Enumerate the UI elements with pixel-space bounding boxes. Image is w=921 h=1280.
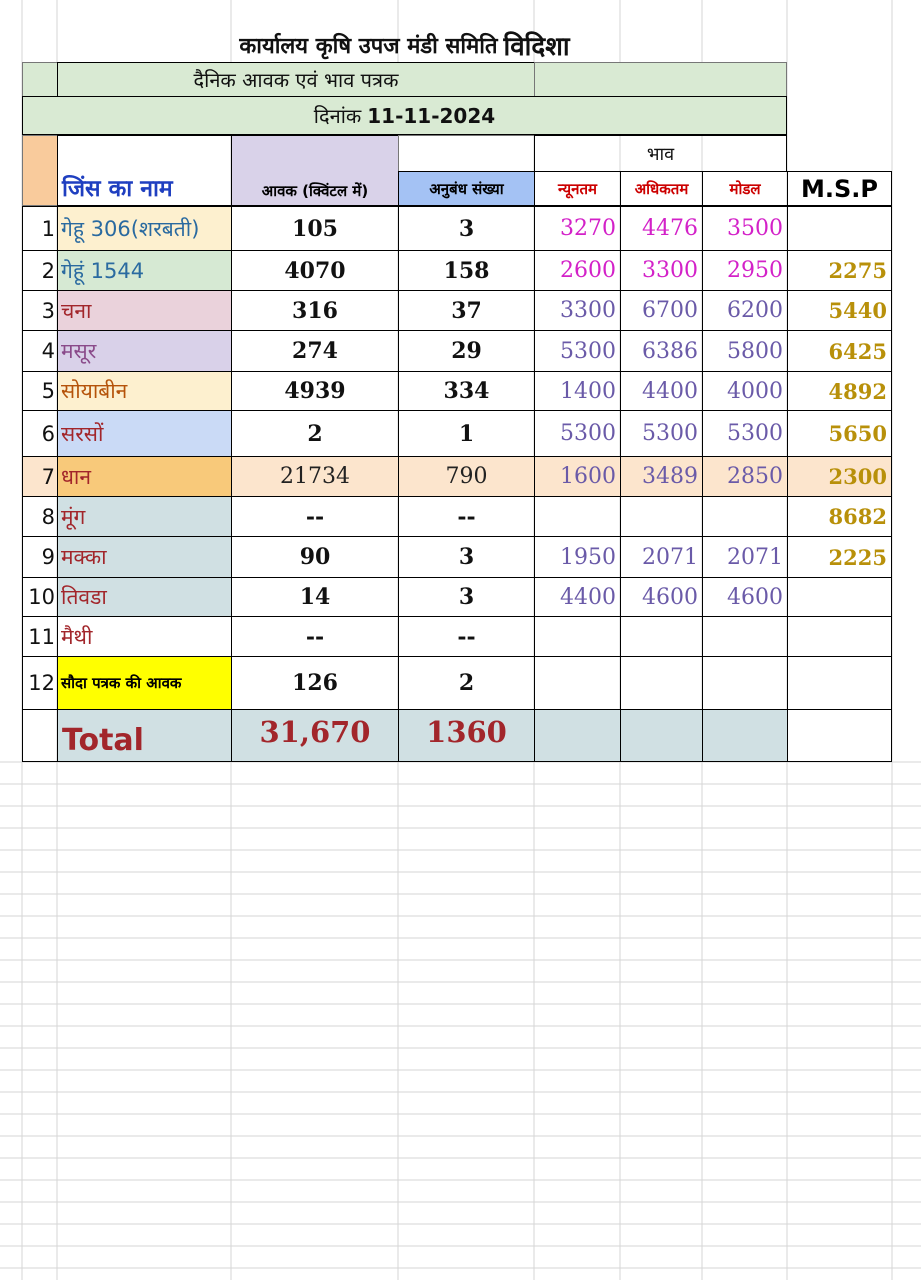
row-6-arrival-cell bbox=[231, 410, 399, 457]
row-12-crop-cell bbox=[57, 656, 232, 710]
row-10-arrival: 14 bbox=[299, 584, 331, 610]
row-7-sn-cell bbox=[22, 456, 58, 497]
row-9-max-cell bbox=[620, 536, 703, 578]
row-10-sn: 10 bbox=[28, 585, 55, 609]
row-2-max: 3300 bbox=[642, 258, 698, 283]
row-6-msp: 5650 bbox=[828, 421, 887, 446]
row-10-contracts-cell bbox=[398, 577, 535, 617]
row-3-sn-cell bbox=[22, 290, 58, 331]
row-5-min: 1400 bbox=[560, 378, 616, 404]
row-12-arrival-cell bbox=[231, 656, 399, 710]
row-6-arrival: 2 bbox=[307, 420, 323, 447]
price-group-header: भाव bbox=[534, 135, 787, 172]
row-2-modal: 2950 bbox=[727, 258, 783, 283]
row-9-sn-cell bbox=[22, 536, 58, 578]
row-11-max-cell bbox=[620, 616, 703, 657]
row-8-sn: 8 bbox=[41, 504, 55, 529]
row-11-min-cell bbox=[534, 616, 621, 657]
row-8-sn-cell bbox=[22, 496, 58, 537]
row-6-modal-cell bbox=[702, 410, 788, 457]
row-2-crop-cell bbox=[57, 250, 232, 291]
row-1-arrival: 105 bbox=[292, 215, 338, 242]
row-6-contracts-cell bbox=[398, 410, 535, 457]
row-12-sn: 12 bbox=[28, 671, 55, 695]
row-4-max-cell bbox=[620, 330, 703, 372]
row-11-arrival-cell bbox=[231, 616, 399, 657]
row-12-msp-cell bbox=[787, 656, 892, 710]
row-1-contracts-cell bbox=[398, 206, 535, 251]
row-11-contracts: -- bbox=[457, 623, 476, 650]
row-12-contracts-cell bbox=[398, 656, 535, 710]
row-2-arrival-cell bbox=[231, 250, 399, 291]
row-9-arrival-cell bbox=[231, 536, 399, 578]
row-3-arrival-cell bbox=[231, 290, 399, 331]
row-12-min-cell bbox=[534, 656, 621, 710]
row-5-arrival: 4939 bbox=[284, 378, 346, 404]
row-3-min-cell bbox=[534, 290, 621, 331]
row-6-msp-cell bbox=[787, 410, 892, 457]
row-9-sn: 9 bbox=[41, 545, 55, 569]
row-4-modal: 5800 bbox=[727, 338, 783, 364]
row-4-arrival-cell bbox=[231, 330, 399, 372]
row-5-contracts: 334 bbox=[443, 378, 490, 404]
row-8-arrival-cell bbox=[231, 496, 399, 537]
date-label: दिनांक bbox=[313, 104, 362, 128]
row-7-modal: 2850 bbox=[727, 464, 783, 489]
row-1-crop: गेहू 306(शरबती) bbox=[61, 216, 200, 241]
total-arrival-cell bbox=[231, 709, 399, 762]
row-1-crop-cell bbox=[57, 206, 232, 251]
min-price-header: न्यूनतम bbox=[534, 171, 621, 206]
row-4-contracts-cell bbox=[398, 330, 535, 372]
msp-header: M.S.P bbox=[787, 171, 892, 206]
row-2-arrival: 4070 bbox=[284, 257, 346, 284]
row-8-msp: 8682 bbox=[828, 504, 887, 529]
row-8-contracts: -- bbox=[457, 503, 476, 530]
row-5-modal-cell bbox=[702, 371, 788, 411]
row-8-contracts-cell bbox=[398, 496, 535, 537]
row-4-max: 6386 bbox=[642, 338, 698, 364]
row-5-sn: 5 bbox=[41, 379, 55, 403]
row-2-sn-cell bbox=[22, 250, 58, 291]
row-6-crop: सरसों bbox=[61, 421, 104, 446]
row-11-sn: 11 bbox=[28, 624, 55, 649]
row-2-min-cell bbox=[534, 250, 621, 291]
row-7-min: 1600 bbox=[560, 464, 616, 489]
total-msp-cell bbox=[787, 709, 892, 762]
row-9-msp: 2225 bbox=[828, 544, 887, 570]
total-contracts: 1360 bbox=[426, 714, 507, 749]
row-6-contracts: 1 bbox=[458, 420, 475, 447]
total-modal-cell bbox=[702, 709, 788, 762]
row-5-sn-cell bbox=[22, 371, 58, 411]
row-5-crop-cell bbox=[57, 371, 232, 411]
row-9-modal-cell bbox=[702, 536, 788, 578]
row-3-sn: 3 bbox=[41, 298, 55, 323]
row-4-modal-cell bbox=[702, 330, 788, 372]
row-9-modal: 2071 bbox=[727, 544, 783, 570]
arrival-header: आवक (क्विंटल में) bbox=[231, 135, 399, 206]
row-2-msp: 2275 bbox=[828, 258, 887, 283]
row-11-msp-cell bbox=[787, 616, 892, 657]
row-3-modal: 6200 bbox=[727, 298, 783, 323]
row-3-arrival: 316 bbox=[292, 297, 338, 324]
row-10-arrival-cell bbox=[231, 577, 399, 617]
row-6-max-cell bbox=[620, 410, 703, 457]
row-3-min: 3300 bbox=[560, 298, 616, 323]
row-10-contracts: 3 bbox=[458, 584, 475, 610]
row-8-min-cell bbox=[534, 496, 621, 537]
row-8-msp-cell bbox=[787, 496, 892, 537]
row-11-contracts-cell bbox=[398, 616, 535, 657]
subtitle: दैनिक आवक एवं भाव पत्रक bbox=[57, 62, 535, 97]
row-4-min: 5300 bbox=[560, 338, 616, 364]
row-4-sn: 4 bbox=[41, 339, 55, 363]
row-7-contracts-cell bbox=[398, 456, 535, 497]
row-10-crop: तिवडा bbox=[61, 585, 107, 609]
row-4-sn-cell bbox=[22, 330, 58, 372]
row-6-sn-cell bbox=[22, 410, 58, 457]
row-7-msp: 2300 bbox=[828, 464, 887, 489]
row-9-min-cell bbox=[534, 536, 621, 578]
row-3-max-cell bbox=[620, 290, 703, 331]
row-5-crop: सोयाबीन bbox=[61, 379, 128, 403]
row-4-contracts: 29 bbox=[451, 338, 482, 364]
row-10-min-cell bbox=[534, 577, 621, 617]
row-1-min: 3270 bbox=[560, 216, 616, 241]
date-value: 11-11-2024 bbox=[367, 103, 496, 128]
modal-price-header: मोडल bbox=[702, 171, 788, 206]
row-4-arrival: 274 bbox=[292, 338, 338, 364]
row-6-min: 5300 bbox=[560, 421, 616, 446]
row-1-sn-cell bbox=[22, 206, 58, 251]
row-9-msp-cell bbox=[787, 536, 892, 578]
row-11-crop: मैथी bbox=[61, 624, 93, 649]
row-10-sn-cell bbox=[22, 577, 58, 617]
row-9-max: 2071 bbox=[642, 544, 698, 570]
row-1-modal-cell bbox=[702, 206, 788, 251]
row-7-arrival: 21734 bbox=[280, 464, 350, 489]
row-10-max-cell bbox=[620, 577, 703, 617]
row-7-max: 3489 bbox=[642, 464, 698, 489]
row-3-contracts: 37 bbox=[451, 297, 482, 324]
row-9-crop-cell bbox=[57, 536, 232, 578]
report-date bbox=[22, 96, 787, 135]
row-2-min: 2600 bbox=[560, 258, 616, 283]
crop-name-header: जिंस का नाम bbox=[57, 135, 232, 206]
contract-count-header: अनुबंध संख्या bbox=[398, 171, 535, 206]
subtitle-right-band bbox=[534, 62, 787, 97]
row-12-max-cell bbox=[620, 656, 703, 710]
row-7-crop: धान bbox=[61, 464, 92, 489]
total-min-cell bbox=[534, 709, 621, 762]
row-11-crop-cell bbox=[57, 616, 232, 657]
row-2-sn: 2 bbox=[41, 258, 55, 283]
row-8-crop: मूंग bbox=[61, 504, 86, 529]
row-1-max-cell bbox=[620, 206, 703, 251]
row-3-crop-cell bbox=[57, 290, 232, 331]
row-3-max: 6700 bbox=[642, 298, 698, 323]
row-8-max-cell bbox=[620, 496, 703, 537]
row-9-crop: मक्का bbox=[61, 545, 107, 569]
row-10-modal-cell bbox=[702, 577, 788, 617]
row-7-contracts: 790 bbox=[445, 464, 488, 489]
row-10-crop-cell bbox=[57, 577, 232, 617]
row-5-min-cell bbox=[534, 371, 621, 411]
row-3-modal-cell bbox=[702, 290, 788, 331]
row-10-max: 4600 bbox=[642, 584, 698, 610]
row-2-max-cell bbox=[620, 250, 703, 291]
row-1-sn: 1 bbox=[41, 216, 55, 241]
total-arrival: 31,670 bbox=[259, 714, 371, 749]
row-1-arrival-cell bbox=[231, 206, 399, 251]
sn-header bbox=[22, 135, 58, 206]
row-5-contracts-cell bbox=[398, 371, 535, 411]
row-2-contracts: 158 bbox=[443, 257, 490, 284]
total-label-cell bbox=[57, 709, 232, 762]
row-12-contracts: 2 bbox=[458, 670, 475, 696]
row-3-crop: चना bbox=[61, 298, 92, 323]
row-4-crop: मसूर bbox=[61, 339, 97, 363]
row-7-crop-cell bbox=[57, 456, 232, 497]
row-7-min-cell bbox=[534, 456, 621, 497]
row-2-msp-cell bbox=[787, 250, 892, 291]
row-1-modal: 3500 bbox=[727, 216, 783, 241]
row-4-msp: 6425 bbox=[828, 338, 887, 364]
row-5-max: 4400 bbox=[642, 378, 698, 404]
row-3-contracts-cell bbox=[398, 290, 535, 331]
row-12-modal-cell bbox=[702, 656, 788, 710]
row-1-msp-cell bbox=[787, 206, 892, 251]
contract-header-top bbox=[398, 135, 535, 172]
row-8-crop-cell bbox=[57, 496, 232, 537]
row-2-modal-cell bbox=[702, 250, 788, 291]
row-11-arrival: -- bbox=[305, 623, 325, 650]
row-10-min: 4400 bbox=[560, 584, 616, 610]
row-5-msp-cell bbox=[787, 371, 892, 411]
row-11-modal-cell bbox=[702, 616, 788, 657]
row-4-msp-cell bbox=[787, 330, 892, 372]
row-7-sn: 7 bbox=[41, 464, 55, 489]
row-2-crop: गेहूं 1544 bbox=[61, 258, 145, 283]
office-title-text: कार्यालय कृषि उपज मंडी समिति bbox=[239, 34, 498, 59]
row-9-min: 1950 bbox=[560, 544, 616, 570]
row-1-contracts: 3 bbox=[458, 215, 475, 242]
row-7-max-cell bbox=[620, 456, 703, 497]
row-11-sn-cell bbox=[22, 616, 58, 657]
row-12-sn-cell bbox=[22, 656, 58, 710]
row-4-min-cell bbox=[534, 330, 621, 372]
row-5-arrival-cell bbox=[231, 371, 399, 411]
row-6-sn: 6 bbox=[41, 421, 55, 446]
row-5-msp: 4892 bbox=[828, 378, 887, 404]
row-12-arrival: 126 bbox=[292, 670, 338, 696]
row-4-crop-cell bbox=[57, 330, 232, 372]
row-9-contracts-cell bbox=[398, 536, 535, 578]
row-10-modal: 4600 bbox=[727, 584, 783, 610]
row-1-min-cell bbox=[534, 206, 621, 251]
row-6-modal: 5300 bbox=[727, 421, 783, 446]
row-10-msp-cell bbox=[787, 577, 892, 617]
row-1-max: 4476 bbox=[642, 216, 698, 241]
row-2-contracts-cell bbox=[398, 250, 535, 291]
office-title bbox=[22, 28, 787, 62]
row-6-min-cell bbox=[534, 410, 621, 457]
row-3-msp-cell bbox=[787, 290, 892, 331]
row-5-modal: 4000 bbox=[727, 378, 783, 404]
row-3-msp: 5440 bbox=[828, 298, 887, 323]
total-contracts-cell bbox=[398, 709, 535, 762]
row-6-max: 5300 bbox=[642, 421, 698, 446]
total-max-cell bbox=[620, 709, 703, 762]
row-7-modal-cell bbox=[702, 456, 788, 497]
row-7-msp-cell bbox=[787, 456, 892, 497]
row-8-arrival: -- bbox=[305, 503, 325, 530]
office-title-city: विदिशा bbox=[503, 32, 570, 62]
row-5-max-cell bbox=[620, 371, 703, 411]
subtitle-left-band bbox=[22, 62, 58, 97]
row-9-contracts: 3 bbox=[458, 544, 475, 570]
total-sn-cell bbox=[22, 709, 58, 762]
row-12-crop: सौदा पत्रक की आवक bbox=[61, 674, 182, 692]
row-6-crop-cell bbox=[57, 410, 232, 457]
row-9-arrival: 90 bbox=[299, 544, 331, 570]
row-8-modal-cell bbox=[702, 496, 788, 537]
max-price-header: अधिकतम bbox=[620, 171, 703, 206]
total-label: Total bbox=[62, 723, 144, 758]
row-7-arrival-cell bbox=[231, 456, 399, 497]
